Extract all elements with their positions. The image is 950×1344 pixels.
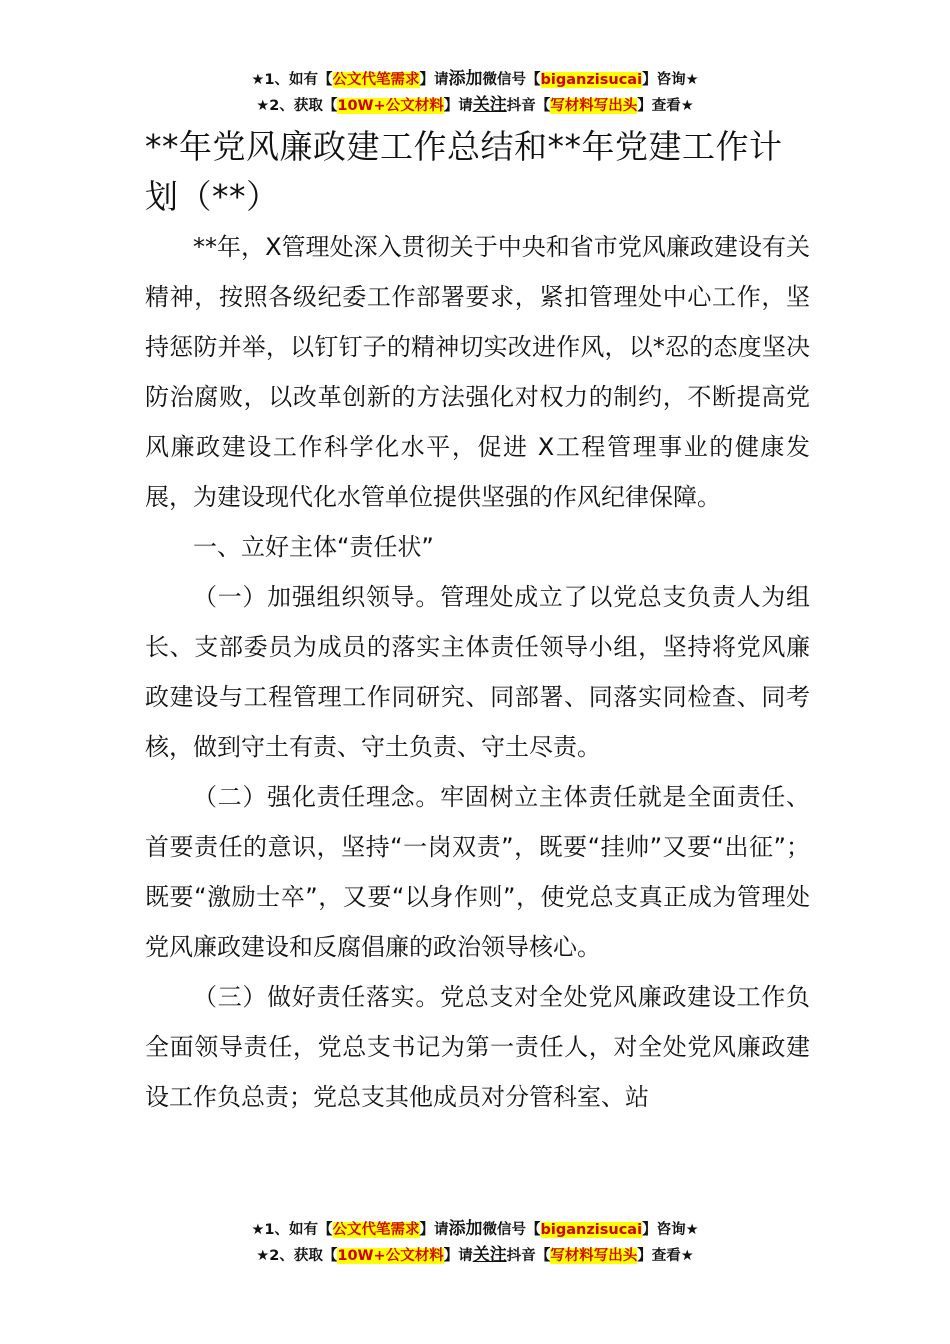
promo-text: 】请 bbox=[419, 1222, 449, 1238]
promo-highlight: 公文代笔需求 bbox=[332, 72, 420, 88]
section-heading: 一、立好主体“责任状” bbox=[193, 533, 434, 561]
promo-text: 】请 bbox=[443, 98, 473, 114]
promo-text: ★1、如有【 bbox=[251, 72, 333, 88]
paragraph-item-1: （一）加强组织领导。管理处成立了以党总支负责人为组长、支部委员为成员的落实主体责任领导小组，坚持将党风廉政建设与工程管理工作同研究、同部署、同落实同检查、同考核，做到守土有责、守土负责、守土尽责。 bbox=[145, 583, 810, 761]
promo-line-1 bbox=[0, 67, 950, 93]
promo-emphasis: 关注 bbox=[472, 95, 507, 115]
promo-text: 微信号【 bbox=[482, 72, 541, 88]
promo-text: 】咨询★ bbox=[642, 72, 699, 88]
promo-highlight: 10W+公文材料 bbox=[337, 1248, 444, 1264]
promo-text: 抖音【 bbox=[506, 1248, 551, 1264]
document-body bbox=[145, 222, 810, 1122]
document-title: **年党风廉政建工作总结和**年党建工作计划（**） bbox=[145, 127, 783, 216]
promo-text: 】请 bbox=[443, 1248, 473, 1264]
promo-highlight: biganzisucai bbox=[540, 1222, 643, 1238]
promo-emphasis: 添加 bbox=[448, 1219, 483, 1239]
promo-text: ★1、如有【 bbox=[251, 1222, 333, 1238]
promo-emphasis: 关注 bbox=[472, 1245, 507, 1265]
promo-text: 】查看★ bbox=[637, 98, 694, 114]
promo-text: 】咨询★ bbox=[642, 1222, 699, 1238]
paragraph-intro: **年，X管理处深入贯彻关于中央和省市党风廉政建设有关精神，按照各级纪委工作部署要求，紧扣管理处中心工作，坚持惩防并举，以钉钉子的精神切实改进作风，以*忍的态度坚决防治腐败，以改革创新的方法强化对权力的制约，不断提高党风廉政建设工作科学化水平，促进 X工程管理事业的健康发展，为建设现代化水管单位提供坚强的作风纪律保障。 bbox=[145, 233, 810, 511]
promo-text: ★2、获取【 bbox=[256, 98, 338, 114]
promo-text: 】查看★ bbox=[637, 1248, 694, 1264]
promo-emphasis: 添加 bbox=[448, 69, 483, 89]
promo-line-1 bbox=[0, 1217, 950, 1243]
promo-banner-top bbox=[0, 67, 950, 119]
promo-text: 抖音【 bbox=[506, 98, 551, 114]
promo-highlight: 写材料写出头 bbox=[550, 1248, 638, 1264]
promo-line-2 bbox=[0, 93, 950, 119]
promo-banner-bottom bbox=[0, 1217, 950, 1269]
paragraph-item-3: （三）做好责任落实。党总支对全处党风廉政建设工作负全面领导责任，党总支书记为第一责任人，对全处党风廉政建设工作负总责；党总支其他成员对分管科室、站 bbox=[145, 983, 810, 1111]
promo-highlight: 写材料写出头 bbox=[550, 98, 638, 114]
promo-highlight: 公文代笔需求 bbox=[332, 1222, 420, 1238]
promo-highlight: biganzisucai bbox=[540, 72, 643, 88]
promo-text: 】请 bbox=[419, 72, 449, 88]
paragraph-item-2: （二）强化责任理念。牢固树立主体责任就是全面责任、首要责任的意识，坚持“一岗双责”，既要“挂帅”又要“出征”；既要“激励士卒”，又要“以身作则”，使党总支真正成为管理处党风廉政建设和反腐倡廉的政治领导核心。 bbox=[145, 783, 810, 961]
promo-text: ★2、获取【 bbox=[256, 1248, 338, 1264]
promo-line-2 bbox=[0, 1243, 950, 1269]
promo-highlight: 10W+公文材料 bbox=[337, 98, 444, 114]
promo-text: 微信号【 bbox=[482, 1222, 541, 1238]
